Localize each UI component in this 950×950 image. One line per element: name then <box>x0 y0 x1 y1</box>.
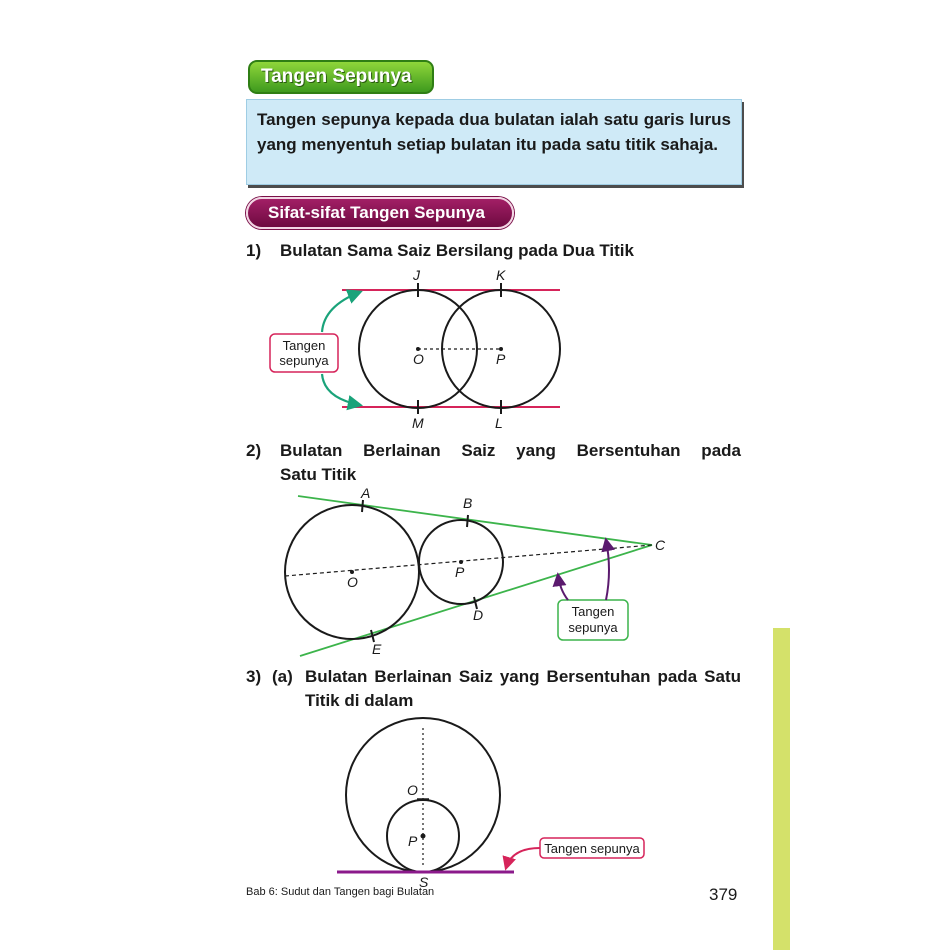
arrow-lower-2 <box>558 575 568 600</box>
label-a: A <box>361 485 371 501</box>
item-1-number: 1) <box>246 241 262 260</box>
diagram-1 <box>270 267 560 431</box>
label-o3: O <box>407 782 418 798</box>
label-b: B <box>463 495 473 511</box>
label-s: S <box>419 874 429 890</box>
label-o: O <box>413 351 424 367</box>
callout-2-line2: sepunya <box>568 620 618 635</box>
diagram-3 <box>337 718 644 890</box>
item-1-text: Bulatan Sama Saiz Bersilang pada Dua Titik <box>280 241 634 260</box>
item-2-text-line2: Satu Titik <box>280 465 357 484</box>
item-3-text-line1: Bulatan Berlainan Saiz yang Bersentuhan pada Satu <box>305 667 741 686</box>
label-k: K <box>496 267 506 283</box>
callout-1-line1: Tangen <box>282 338 326 353</box>
label-p: P <box>496 351 506 367</box>
center-line-2 <box>285 545 652 576</box>
label-l: L <box>495 415 503 431</box>
label-d: D <box>473 607 484 623</box>
item-3-number: 3) <box>246 667 262 686</box>
callout-1-line2: sepunya <box>279 353 329 368</box>
item-2-text-line1: Bulatan Berlainan Saiz yang Bersentuhan pada <box>280 441 741 460</box>
item-2-number: 2) <box>246 441 262 460</box>
callout-3: Tangen sepunya <box>544 841 640 856</box>
subsection-title: Sifat-sifat Tangen Sepunya <box>246 197 514 229</box>
chapter-footer: Bab 6: Sudut dan Tangen bagi Bulatan <box>246 886 435 898</box>
label-e: E <box>372 641 382 657</box>
diagram-2 <box>285 485 666 657</box>
page-number: 379 <box>709 885 738 904</box>
definition-box: Tangen sepunya kepada dua bulatan ialah satu garis lurus yang menyentuh setiap bulatan itu pada satu titik sahaja. <box>246 99 742 185</box>
section-title: Tangen Sepunya <box>248 60 434 94</box>
label-j: J <box>413 267 420 283</box>
item-3-sub: (a) <box>272 667 293 686</box>
label-o2: O <box>347 574 358 590</box>
label-c: C <box>655 537 666 553</box>
side-bar <box>773 628 790 950</box>
item-3-text-line2: Titik di dalam <box>305 691 414 710</box>
label-m: M <box>412 415 424 431</box>
label-p3: P <box>408 833 418 849</box>
arrow-up-1 <box>322 292 360 332</box>
arrow-3 <box>506 848 540 868</box>
label-p2: P <box>455 564 465 580</box>
callout-2-line1: Tangen <box>571 604 615 619</box>
arrow-down-1 <box>322 374 360 405</box>
tangent-upper <box>298 496 652 545</box>
